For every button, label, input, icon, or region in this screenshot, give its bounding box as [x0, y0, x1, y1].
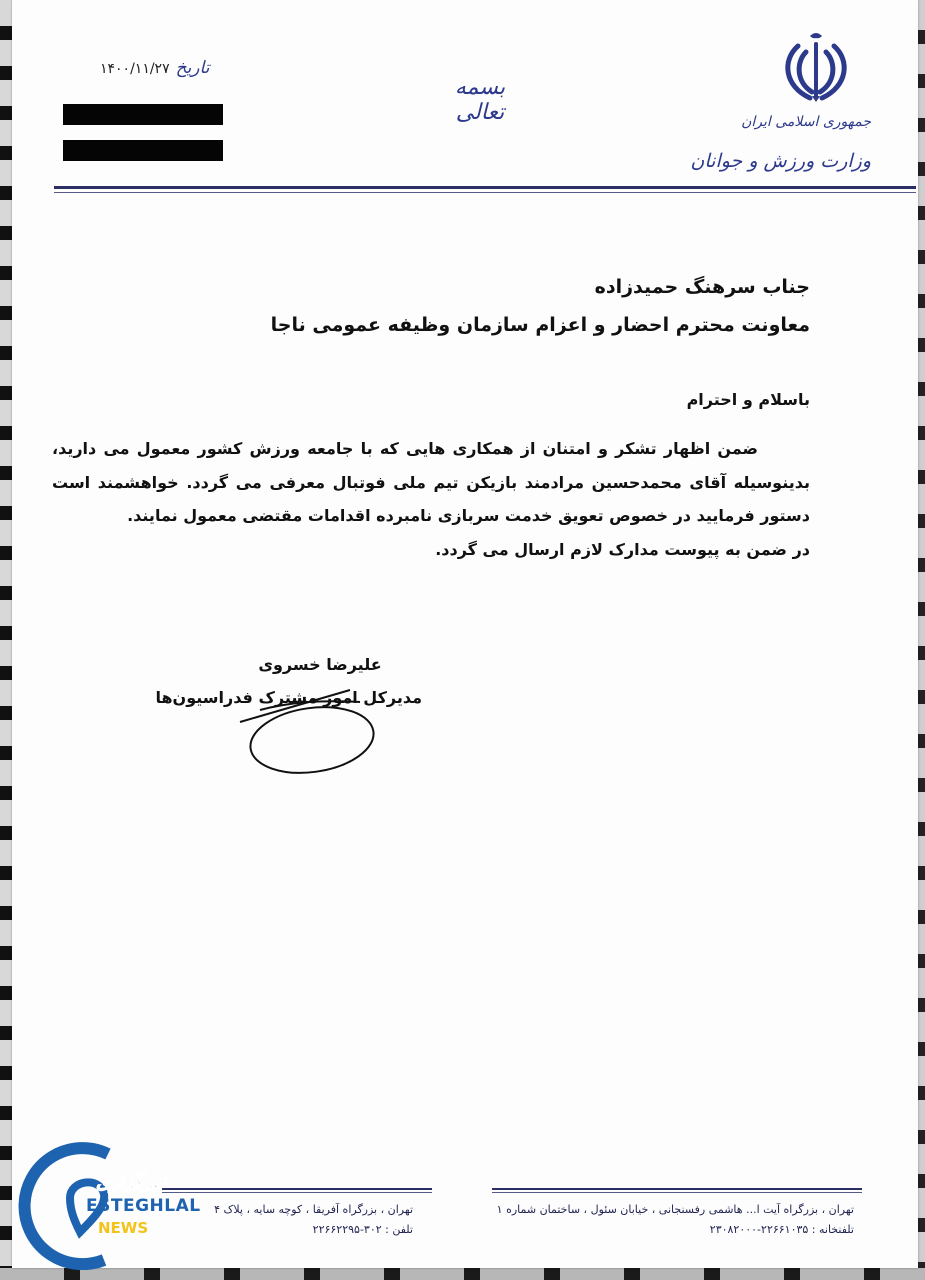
redacted-field — [63, 140, 223, 161]
date-value: ۱۴۰۰/۱۱/۲۷ — [100, 61, 170, 77]
greeting: باسلام و احترام — [686, 390, 810, 409]
footer-address-text: تهران ، بزرگراه آیت ا... هاشمی رفسنجانی ، خیابان سئول ، ساختمان شماره ۱ — [496, 1203, 854, 1216]
footer-address-main — [474, 1200, 854, 1240]
government-name: جمهوری اسلامی ایران — [741, 114, 871, 130]
date-block — [100, 58, 209, 78]
bismillah-heading: بسمه تعالی — [454, 75, 506, 125]
redacted-field — [63, 104, 223, 125]
signatory-title: مدیرکل امور مشترک فدراسیون‌ها — [155, 688, 422, 707]
handwritten-signature — [220, 680, 390, 780]
header-divider — [54, 186, 916, 193]
signatory-name: علیرضا خسروی — [258, 655, 382, 674]
footer-address-text: تهران ، بزرگراه آفریقا ، کوچه سایه ، پلاک ۴ — [214, 1203, 413, 1216]
watermark-news: NEWS — [98, 1219, 149, 1237]
body-paragraph: ضمن اظهار تشکر و امتنان از همکاری هایی که با جامعه ورزش کشور معمول می دارید، بدینوسیله آقای محمدحسین مرادمند بازیکن تیم ملی فوتبال معرفی می گردد. خواهشمند است دستور فرمایید در خصوص تعویق خدمت سربازی نامبرده اقدامات مقتضی معمول نمایند. — [52, 439, 810, 525]
recipient-name: جناب سرهنگ حمیدزاده — [594, 276, 810, 298]
date-label: تاریخ — [175, 58, 210, 78]
footer-divider-right — [492, 1188, 862, 1193]
watermark-persian-text: خبرگزاری — [96, 1172, 169, 1193]
recipient-block — [271, 268, 810, 344]
recipient-office: معاونت محترم احضار و اعزام سازمان وظیفه عمومی ناجا — [270, 314, 810, 336]
footer-phone-text: تلفن : ۳۰۲-۲۲۶۶۲۲۹۵ — [312, 1223, 413, 1236]
letter-page — [12, 0, 918, 1268]
footer-phone-text: تلفنخانه : ۲۲۶۶۱۰۳۵-۲۳۰۸۲۰۰۰ — [709, 1223, 854, 1236]
ministry-name: وزارت ورزش و جوانان — [690, 150, 871, 172]
watermark-brand: ESTEGHLAL — [86, 1196, 201, 1216]
iran-emblem-icon — [776, 30, 856, 104]
attachment-note: در ضمن به پیوست مدارک لازم ارسال می گردد. — [435, 539, 810, 559]
letter-body — [52, 432, 810, 566]
